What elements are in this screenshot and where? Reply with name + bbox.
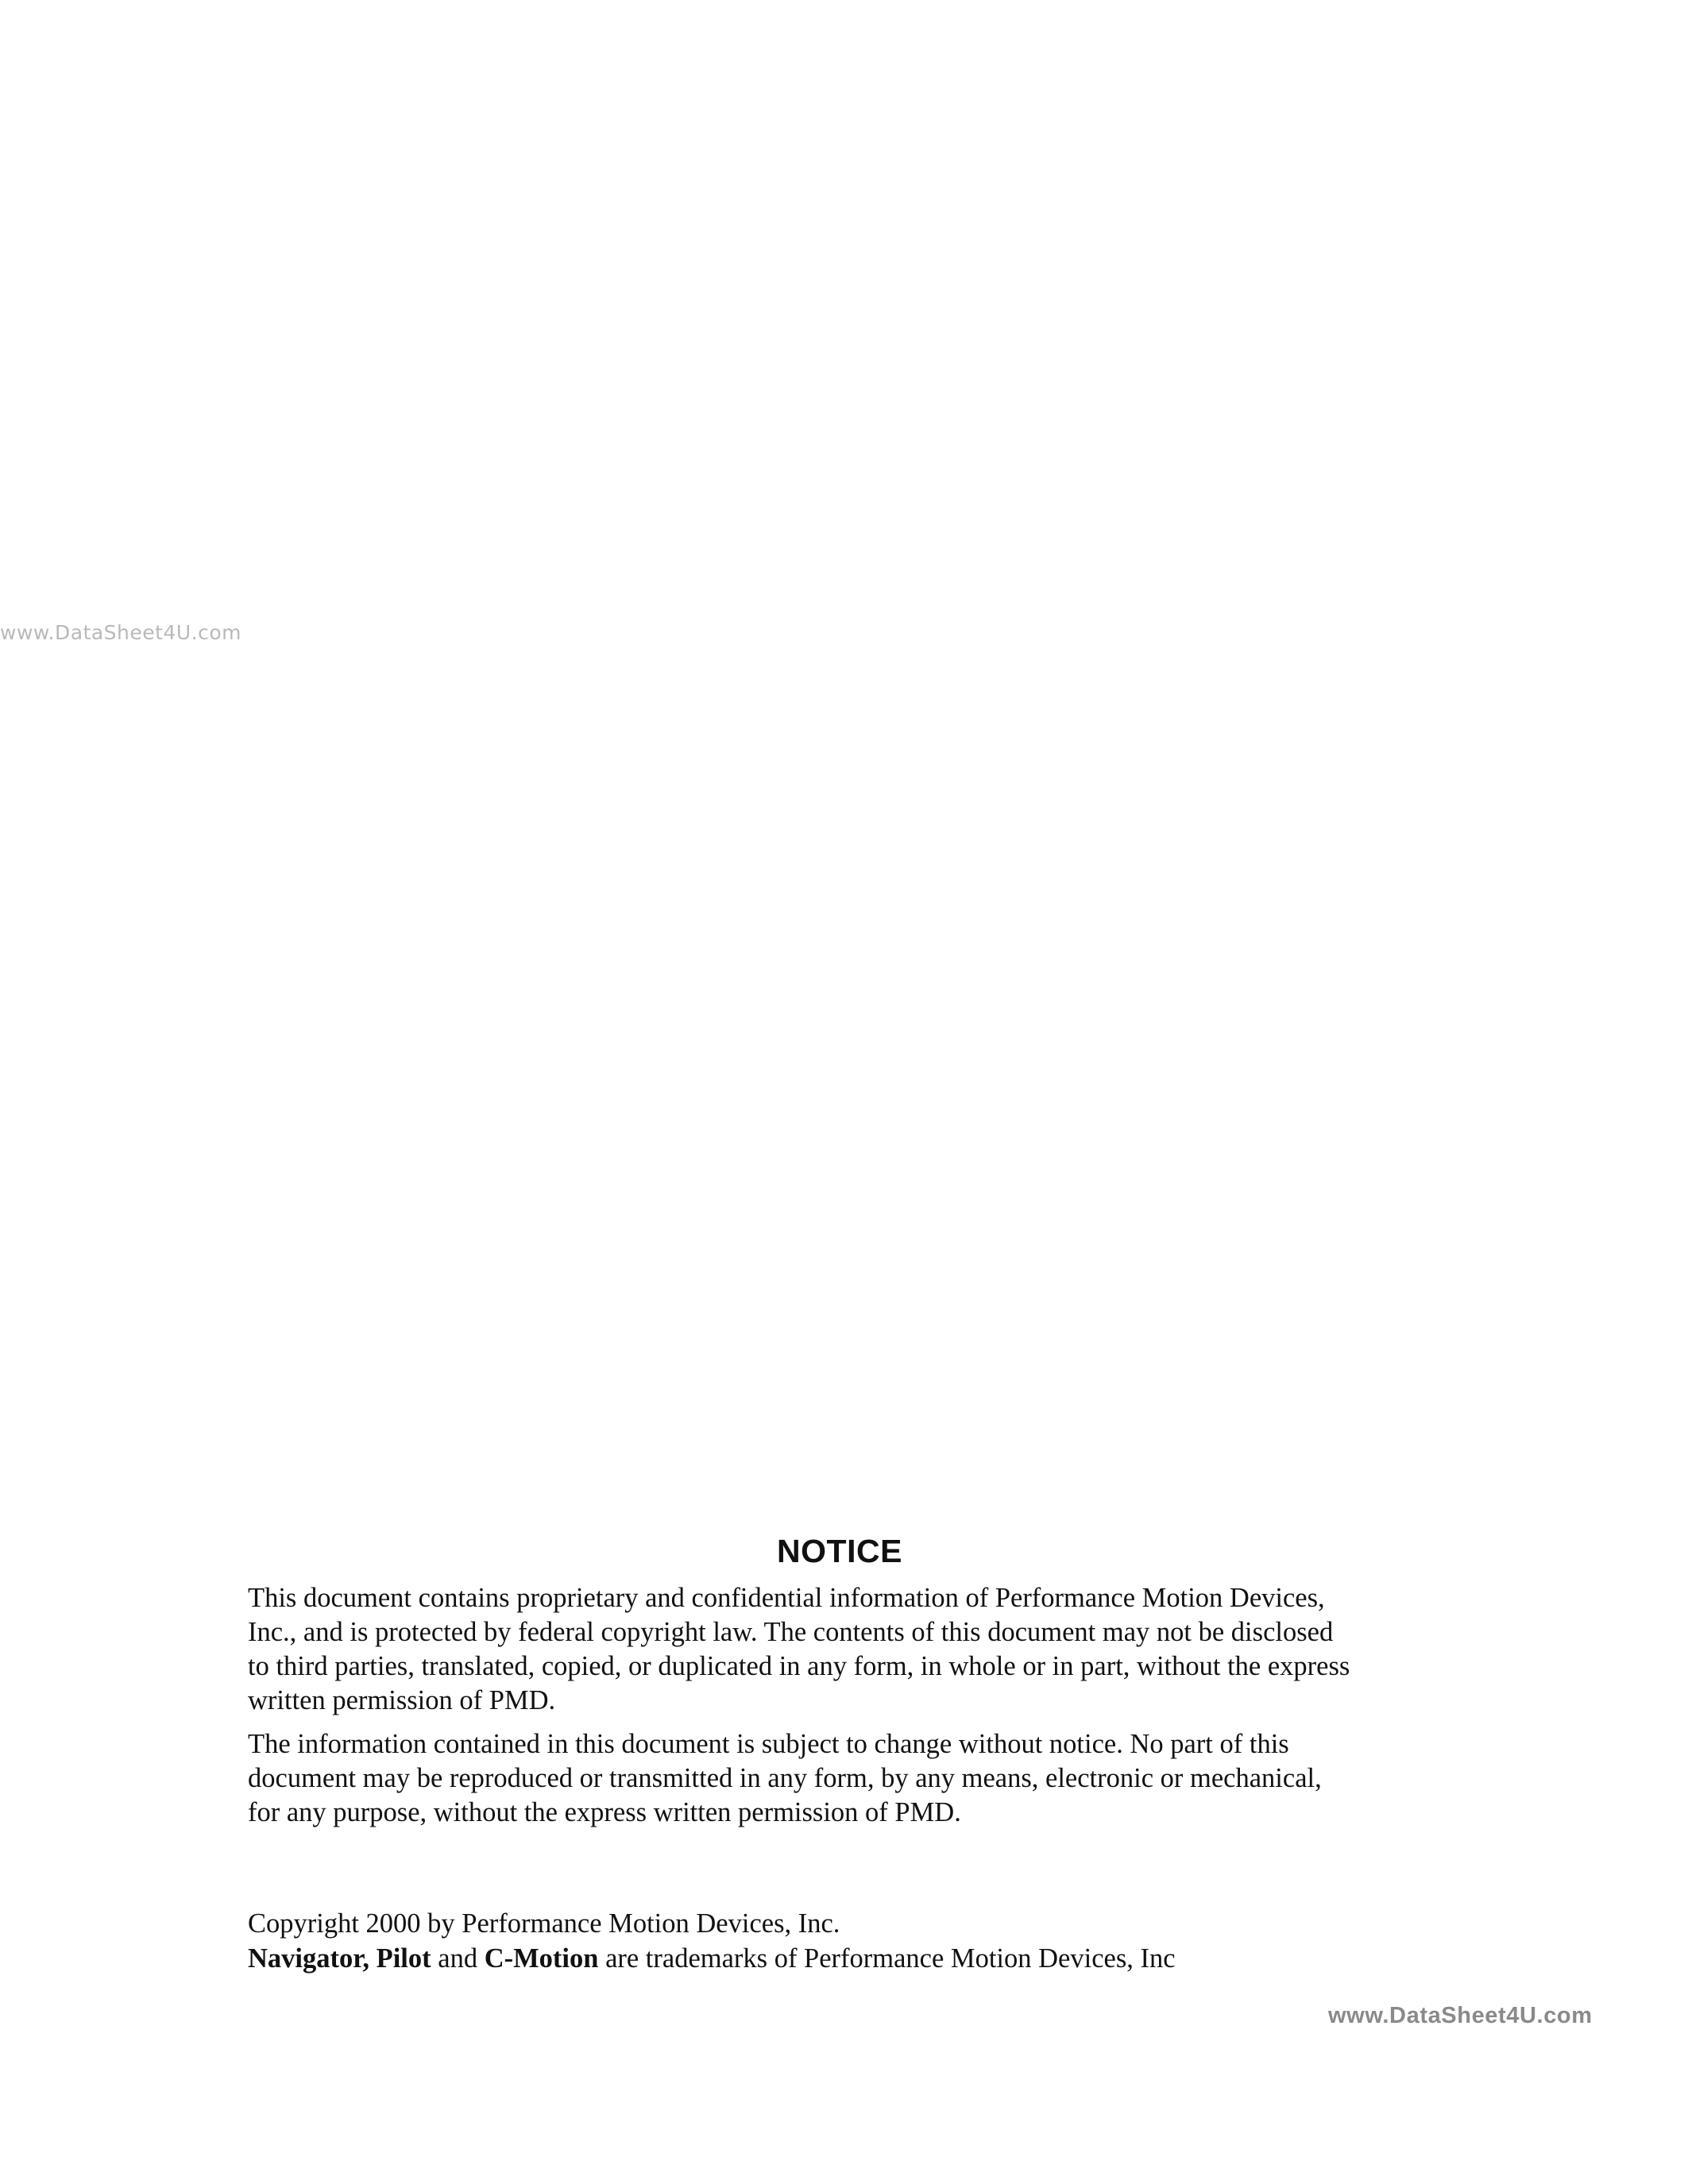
copyright-line: Copyright 2000 by Performance Motion Devices, Inc.: [248, 1908, 840, 1939]
notice-paragraph-1: [248, 1581, 1439, 1718]
notice-paragraph-2: [248, 1727, 1439, 1830]
watermark-right: www.DataSheet4U.com: [1328, 2003, 1593, 2028]
notice-title: NOTICE: [777, 1533, 902, 1569]
paragraph-2-line: The information contained in this document is subject to change without notice. No part of this: [248, 1729, 1289, 1759]
trademark-navigator-pilot: Navigator, Pilot: [248, 1943, 431, 1974]
watermark-left: www.DataSheet4U.com: [0, 621, 242, 644]
notice-section: [248, 1533, 1439, 1839]
paragraph-2-line: document may be reproduced or transmitted in any form, by any means, electronic or mechanical,: [248, 1763, 1322, 1793]
trademark-rest: are trademarks of Performance Motion Devices, Inc: [598, 1943, 1176, 1974]
paragraph-1-line: to third parties, translated, copied, or duplicated in any form, in whole or in part, without the express: [248, 1651, 1350, 1681]
trademark-and: and: [431, 1943, 485, 1974]
trademark-line: [248, 1941, 1439, 1976]
paragraph-1-line: written permission of PMD.: [248, 1685, 556, 1715]
paragraph-2-line: for any purpose, without the express written permission of PMD.: [248, 1797, 961, 1827]
paragraph-1-line: This document contains proprietary and confidential information of Performance Motion Devices,: [248, 1583, 1325, 1613]
copyright-section: [248, 1906, 1439, 1976]
paragraph-1-line: Inc., and is protected by federal copyright law. The contents of this document may not be disclosed: [248, 1617, 1334, 1647]
trademark-c-motion: C-Motion: [484, 1943, 599, 1974]
